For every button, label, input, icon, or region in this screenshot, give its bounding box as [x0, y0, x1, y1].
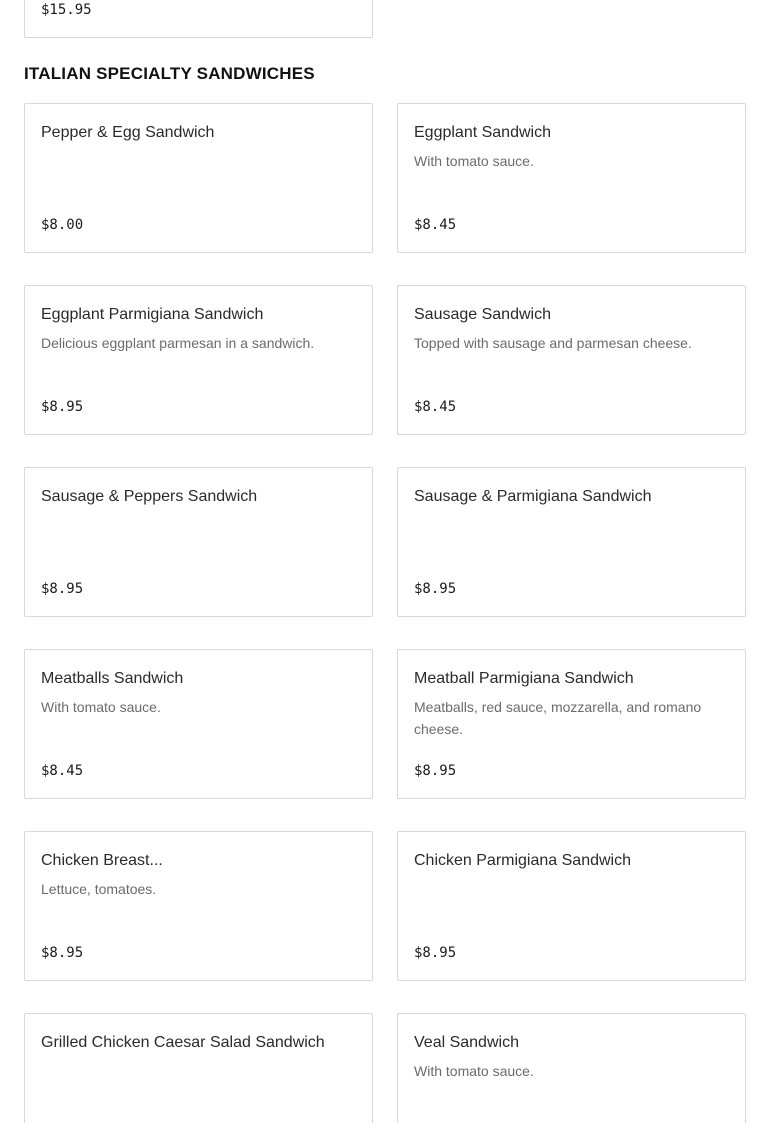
section-title: ITALIAN SPECIALTY SANDWICHES	[24, 64, 315, 83]
item-price: $8.95	[414, 945, 457, 961]
item-price: $8.95	[414, 581, 457, 597]
item-price: $8.95	[41, 945, 84, 961]
menu-item-card[interactable]	[24, 0, 373, 38]
item-name: Grilled Chicken Caesar Salad Sandwich	[41, 1034, 325, 1051]
menu-item-card[interactable]	[24, 285, 373, 435]
item-description: Lettuce, tomatoes.	[41, 881, 157, 897]
menu-item-card[interactable]	[24, 649, 373, 799]
menu-item-card[interactable]	[397, 285, 746, 435]
item-name: Sausage Sandwich	[414, 306, 551, 323]
menu-item-card[interactable]	[397, 831, 746, 981]
menu-item-card[interactable]	[24, 467, 373, 617]
item-name: Pepper & Egg Sandwich	[41, 124, 215, 141]
menu-item-card[interactable]	[24, 1013, 373, 1123]
menu-item-card[interactable]	[24, 103, 373, 253]
menu-item-card[interactable]	[397, 1013, 746, 1123]
item-description: With tomato sauce.	[41, 699, 161, 715]
item-price: $8.00	[41, 217, 84, 233]
item-description: Topped with sausage and parmesan cheese.	[414, 335, 692, 351]
item-description: With tomato sauce.	[414, 153, 534, 169]
item-price: $15.95	[41, 2, 92, 18]
item-price: $8.45	[41, 763, 84, 779]
item-name: Sausage & Peppers Sandwich	[41, 488, 258, 505]
menu-item-card[interactable]	[24, 831, 373, 981]
item-name: Chicken Parmigiana Sandwich	[414, 852, 631, 869]
item-name: Meatball Parmigiana Sandwich	[414, 670, 634, 687]
item-price: $8.45	[414, 217, 457, 233]
item-name: Sausage & Parmigiana Sandwich	[414, 488, 652, 505]
menu-item-card[interactable]	[397, 103, 746, 253]
item-price: $8.95	[41, 581, 84, 597]
item-name: Eggplant Sandwich	[414, 124, 551, 141]
item-name: Eggplant Parmigiana Sandwich	[41, 306, 264, 323]
menu-item-card[interactable]	[397, 467, 746, 617]
item-description: With tomato sauce.	[414, 1063, 534, 1079]
item-name: Veal Sandwich	[414, 1034, 519, 1051]
item-price: $8.45	[414, 399, 457, 415]
item-price: $8.95	[41, 399, 84, 415]
item-description: Delicious eggplant parmesan in a sandwich.	[41, 335, 315, 351]
item-name: Chicken Breast...	[41, 852, 163, 869]
item-price: $8.95	[414, 763, 457, 779]
item-name: Meatballs Sandwich	[41, 670, 184, 687]
item-description: Meatballs, red sauce, mozzarella, and romano cheese.	[414, 699, 702, 737]
menu-item-card[interactable]	[397, 649, 746, 799]
